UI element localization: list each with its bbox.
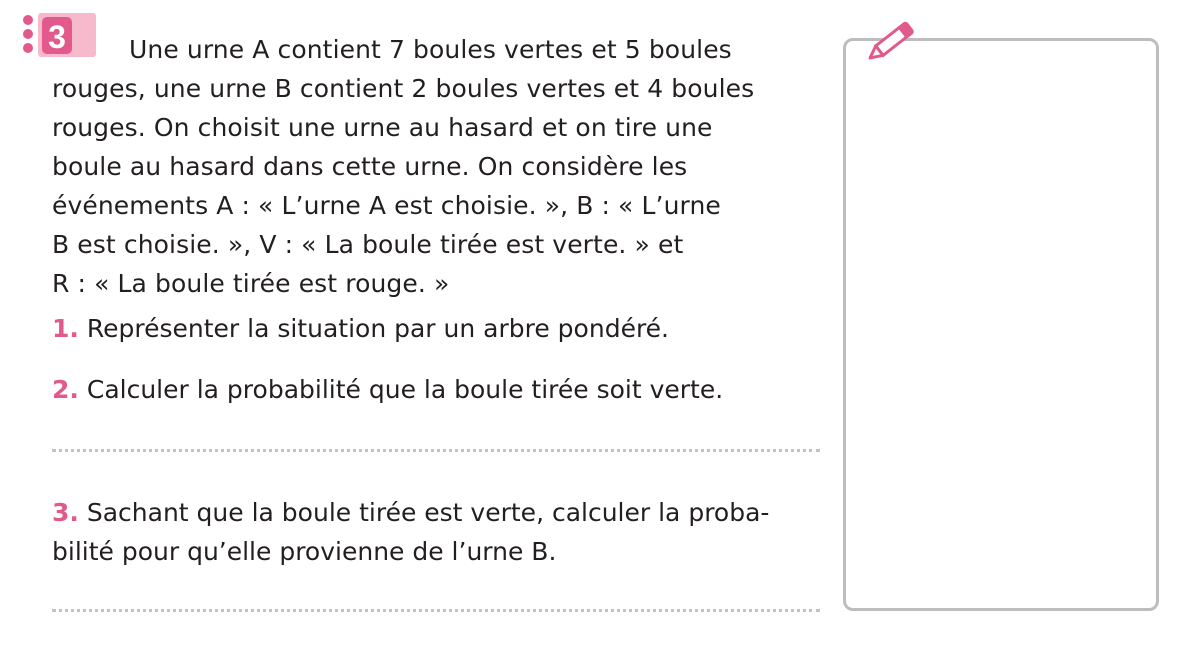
statement-line: R : « La boule tirée est rouge. »	[52, 269, 450, 298]
statement-line: rouges. On choisit une urne au hasard et on tire une	[52, 113, 713, 142]
answer-dotted-line[interactable]	[52, 449, 820, 452]
statement-line: rouges, une urne B contient 2 boules vertes et 4 boules	[52, 74, 755, 103]
exercise-statement	[52, 30, 812, 303]
answer-box[interactable]	[843, 38, 1159, 611]
question-text: Calculer la probabilité que la boule tirée soit verte.	[86, 375, 724, 404]
question-2	[52, 370, 723, 409]
question-number: 3.	[52, 498, 79, 527]
question-text-continued: bilité pour qu’elle provienne de l’urne B.	[52, 537, 557, 566]
statement-line: boule au hasard dans cette urne. On considère les	[52, 152, 688, 181]
answer-dotted-line[interactable]	[52, 609, 820, 612]
exercise-number: 3	[48, 19, 66, 55]
question-1	[52, 309, 669, 348]
pencil-icon	[860, 12, 922, 68]
statement-line: Une urne A contient 7 boules vertes et 5 boules	[129, 35, 732, 64]
question-text: Représenter la situation par un arbre pondéré.	[86, 314, 670, 343]
question-text: Sachant que la boule tirée est verte, calculer la proba-	[86, 498, 770, 527]
statement-line: événements A : « L’urne A est choisie. », B : « L’urne	[52, 191, 721, 220]
question-number: 2.	[52, 375, 79, 404]
statement-line: B est choisie. », V : « La boule tirée est verte. » et	[52, 230, 684, 259]
question-number: 1.	[52, 314, 79, 343]
question-3	[52, 493, 769, 571]
